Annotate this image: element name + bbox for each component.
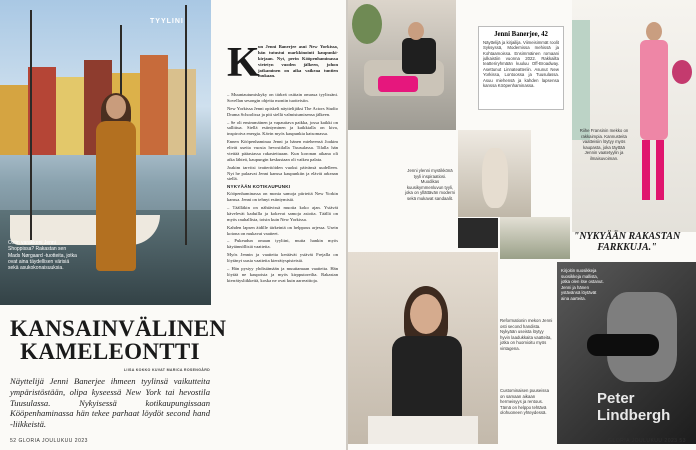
polka-dot-top [402, 38, 436, 74]
body-paragraph: – Muuntautumiskyky on tärkeä osittain omassa tyylissäni. Sovellan sesongin ohjeita moniin tuotteisiin. [227, 92, 338, 103]
caption-smile [500, 318, 554, 351]
folio-right: GLORIA JOULUKUU 2023 53 [608, 438, 686, 444]
photo-caption: Ostin varakkoni Jenni Shoppissa? Rakastan sen Mads Nørgaard -tuotteita, jotka ovat aina täydellisen värisiä sekä asukokonaisuuksia. [8, 240, 77, 271]
mast [30, 10, 32, 240]
body-paragraph: Myös Jennin ja vaatteita keräävät ystävät Frejalla on löytänyt uusia vaatteita kierrätyspisteistä. [227, 252, 338, 263]
table [368, 416, 478, 444]
face [408, 22, 424, 40]
info-name: Jenni Banerjee, 42 [494, 31, 548, 38]
body-column-1-top [258, 44, 338, 81]
building [140, 55, 168, 155]
pink-leg [656, 140, 664, 200]
caption-pink: Riihe Fransinin mekko on rakkaimpia. Kannusteita vaatteisiin löytyy myös kaupasta, joka täyttää Jennin vaatetyylin ja ilmaisuvoiman. [579, 128, 629, 161]
sunglasses [587, 334, 659, 356]
smile-photo [348, 252, 498, 444]
fridge [572, 20, 590, 140]
body-paragraph: Joakim tarvitsi teatteritöiden vuoksi päivänsä uudelleen. Nyt he palaavat Jenni kanssa kaupunkiin ja elävät arkeaan siellä. [227, 164, 338, 182]
body-paragraph: Ennen Kööpenhaminaa Jenni ja hänen mieheensä Joakim elivät useita vuosia hevostilalla Tuusulassa. Tilalla hän viettää pääasiassa rakastettuaan. Kun koronan aikana oli aika lähteä, kaupungin keskustaan oli vaikea palata. [227, 139, 338, 162]
poster-text: Peter Lindbergh [597, 390, 671, 424]
book-photo [458, 218, 498, 248]
subhead: NYKYÄÄN KOTIKAUPUNKI [227, 184, 291, 190]
building [168, 69, 196, 155]
harbor-photo [0, 0, 211, 305]
info-text: Näyttelijä ja kirjailija. Viimeisimmät roolit Syksyssä, Modernissa mehissä ja Kohtaamoissa. Ensimmäinen romaani julkaistiin vuonna 2022. Rakkailta teatteriryhmään kuuluu Off-Broadway. Asettunut Linnateatteriin. Asunut New Yorkissa, Lontoossa ja Tuusulassa. Asuu miehensä ja kahden lapsensa kanssa Kööpenhaminassa. [483, 40, 559, 88]
woman-figure [92, 95, 140, 285]
face [106, 95, 126, 119]
body-column-1 [227, 92, 338, 286]
caption-smile-2-text: Custominaisen puuseissa on samaan aikaan hermeisyys ja rentous. Tämä on helppo tehtävä olohuoneen yhteydessä. [500, 388, 549, 416]
credits: LIISA KOKKO KUVAT MARICA ROSENGÅRD [123, 368, 210, 372]
black-top [392, 336, 462, 416]
caption-smile-2 [500, 388, 554, 416]
info-box [478, 26, 564, 110]
plant [352, 4, 382, 44]
ingress: Näyttelijä Jenni Banerjee ihmeen tyylinsä vaikutteita ympäristöstään, olipa kyseessä New York tai hevostila Tuusulassa. Nykyisessä kotikaupungissaan Kööpenhaminassa hän tekee parhaat löydöt second hand -liikkeistä. [10, 376, 210, 430]
building [56, 77, 84, 155]
pink-dress [640, 40, 668, 140]
plant-photo [500, 217, 570, 259]
section-tag: TYYLINI [150, 18, 184, 25]
building [0, 85, 28, 155]
body-paragraph: – Täälläkin on nähtävissä muotia koko ajan. Ystävät kävelevät kaduilla ja kokevat samoja asioita. Täällä on myös rauhallista, toisin kuin New Yorkissa. [227, 205, 338, 222]
sofa-photo [348, 0, 456, 130]
body-paragraph: – Pukeudun omaan tyyliini, mutta hankin myös käytännöllisiä vaatteita. [227, 238, 338, 250]
face [410, 294, 442, 334]
caption-smile-text: Reformationin mekon Jenni osti second handista. Nykyään useista löytyy hyvin laadukkaita vaatteita, jotka on huomioitu myös vintagena. [500, 318, 553, 351]
pull-quote: "NYKYÄÄN RAKASTAN FARKKUJA." [573, 231, 681, 253]
flowers [672, 60, 692, 84]
folio-left: 52 GLORIA JOULUKUU 2023 [10, 438, 88, 444]
right-page [348, 0, 696, 450]
left-page [0, 0, 346, 450]
drop-cap: K [227, 40, 260, 86]
building [28, 67, 56, 155]
face [646, 22, 662, 41]
jumpsuit [96, 121, 136, 271]
body-paragraph: – Se oli ensimmäinen ja vapauttava paikka, jossa kaikki on sallittua. Siellä esiintyminen ja kaikkialla on kiva, inspiroiva energia. Kävin myös kaupunkia katsomassa. [227, 119, 338, 137]
vase-photo [458, 130, 531, 217]
pink-leg [642, 140, 650, 200]
body-paragraph: un Jenni Banerjee asui New Yorkissa, hän tutustui markkinointi kaupunki-kirjaan. Nyt, perin Kööpenhaminassa vietetyn vuoden jälkeen, johon jatkaminen on aika vaikeaa tuntien mukaan. [258, 44, 338, 79]
caption-bw: Kirjoitin suosikkeja suosikkeja mallista, jotka olen itse ostanut. Jenni ja hänen ystävänsä löytävät aina aarteita. [561, 268, 604, 301]
body-paragraph: New Yorkissa Jenni opiskeli näyttelijäksi The Actors Studio Drama Schoolissa ja piti siellä valmistumisensa jälkeen. [227, 105, 338, 117]
body-paragraph: Kahden lapsen äidille tärkeintä on helppous arjessa. Usein kotona on mukavat vaatteet. [227, 224, 338, 236]
headline: KANSAINVÄLINEN KAMELEONTTI [10, 316, 227, 364]
body-paragraph: – Hän pystyy yhdistämään ja muuttamaan vaatteita. Hän löytää ne kaupoista ja myös kirpputoreilta. Rakastan kierrätysliikkeitä, koska ne ovat kuin aarreaittoja. [227, 265, 338, 283]
pink-trousers [378, 76, 418, 92]
body-paragraph: Kööpenhaminassa on monia samoja piirteitä New Yorkin kanssa. Jenni on tehnyt esiintymisiä. [227, 191, 338, 203]
pink-dress-photo [572, 0, 696, 232]
caption-sofa: Jenni ylenni mystikkönä tyyli inspiraatiosi. Muodikas kuusikymmenluvun tyyli, joka on yllättävän moderni sekä mukavat sandaalit. [405, 168, 455, 201]
mast [185, 5, 187, 245]
vase [482, 148, 508, 208]
bw-photo [557, 262, 696, 444]
